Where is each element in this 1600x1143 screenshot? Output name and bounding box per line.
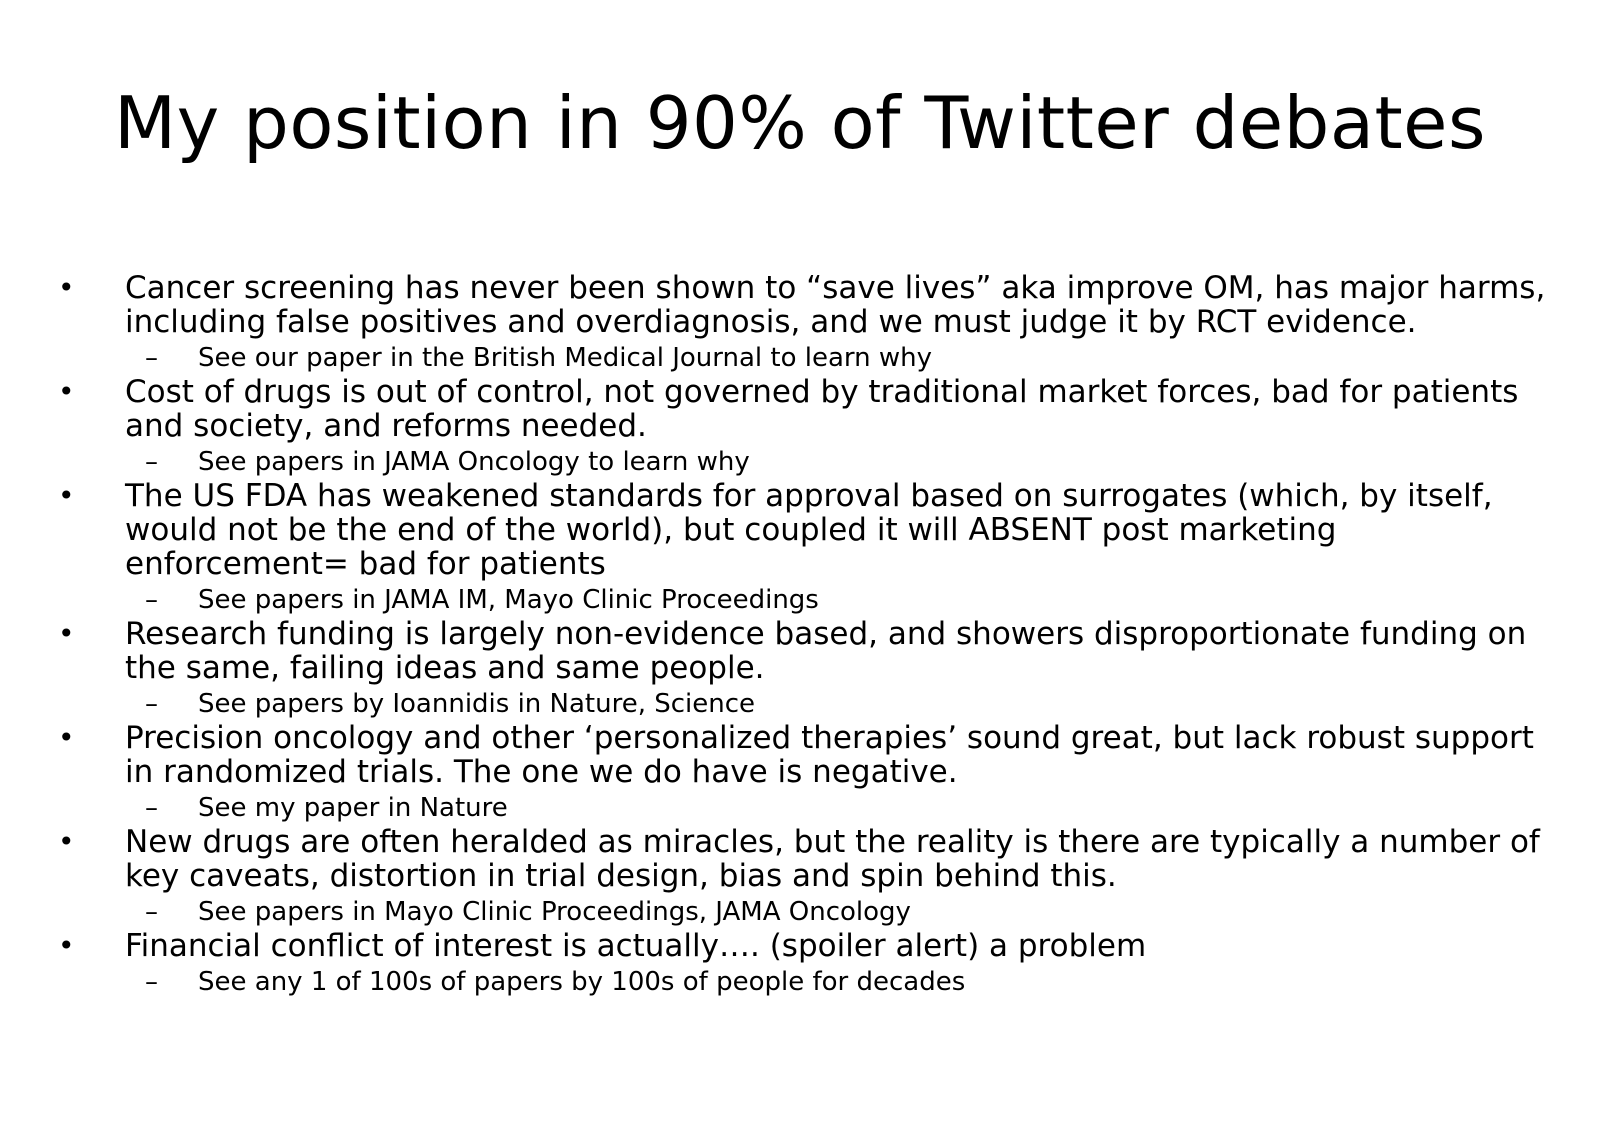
bullet-item xyxy=(0,271,1600,339)
bullet-text: Financial conflict of interest is actually…. (spoiler alert) a problem xyxy=(125,928,1147,964)
sub-bullet-text: See papers in Mayo Clinic Proceedings, JAMA Oncology xyxy=(198,897,911,927)
bullet-item xyxy=(0,825,1600,893)
sub-bullet-item xyxy=(0,967,1600,997)
sub-bullet-text: See papers by Ioannidis in Nature, Science xyxy=(198,689,756,719)
sub-bullet-text: See papers in JAMA IM, Mayo Clinic Proceedings xyxy=(198,585,819,615)
bullet-text: Cost of drugs is out of control, not governed by traditional market forces, bad for patients and society, and reforms needed. xyxy=(125,374,1519,444)
sub-bullet-text: See our paper in the British Medical Journal to learn why xyxy=(198,343,933,373)
bullet-item xyxy=(0,721,1600,789)
bullet-marker: • xyxy=(58,929,75,962)
bullet-marker: • xyxy=(58,617,75,650)
sub-bullet-item xyxy=(0,447,1600,477)
bullet-text: Cancer screening has never been shown to “save lives” aka improve OM, has major harms, including false positives and overdiagnosis, and we must judge it by RCT evidence. xyxy=(125,270,1546,340)
sub-bullet-marker: – xyxy=(145,343,158,373)
sub-bullet-item xyxy=(0,793,1600,823)
sub-bullet-marker: – xyxy=(145,897,158,927)
sub-bullet-marker: – xyxy=(145,585,158,615)
sub-bullet-item xyxy=(0,343,1600,373)
bullet-marker: • xyxy=(58,375,75,408)
slide-title: My position in 90% of Twitter debates xyxy=(114,81,1486,165)
sub-bullet-item xyxy=(0,689,1600,719)
sub-bullet-marker: – xyxy=(145,793,158,823)
sub-bullet-item xyxy=(0,585,1600,615)
bullet-marker: • xyxy=(58,825,75,858)
sub-bullet-item xyxy=(0,897,1600,927)
bullet-marker: • xyxy=(58,721,75,754)
bullet-item xyxy=(0,929,1600,963)
sub-bullet-marker: – xyxy=(145,447,158,477)
bullet-item xyxy=(0,375,1600,443)
bullet-marker: • xyxy=(58,479,75,512)
bullet-item xyxy=(0,479,1600,581)
bullet-list xyxy=(0,271,1600,999)
bullet-text: New drugs are often heralded as miracles, but the reality is there are typically a number of key caveats, distortion in trial design, bias and spin behind this. xyxy=(125,824,1540,894)
sub-bullet-marker: – xyxy=(145,967,158,997)
sub-bullet-text: See my paper in Nature xyxy=(198,793,508,823)
sub-bullet-text: See papers in JAMA Oncology to learn why xyxy=(198,447,750,477)
bullet-text: The US FDA has weakened standards for approval based on surrogates (which, by itself, would not be the end of the world), but coupled it will ABSENT post marketing enforcement= bad for patients xyxy=(125,478,1493,582)
sub-bullet-text: See any 1 of 100s of papers by 100s of people for decades xyxy=(198,967,966,997)
bullet-text: Precision oncology and other ‘personalized therapies’ sound great, but lack robust support in randomized trials. The one we do have is negative. xyxy=(125,720,1534,790)
bullet-marker: • xyxy=(58,271,75,304)
sub-bullet-marker: – xyxy=(145,689,158,719)
bullet-text: Research funding is largely non-evidence based, and showers disproportionate funding on the same, failing ideas and same people. xyxy=(125,616,1527,686)
bullet-item xyxy=(0,617,1600,685)
